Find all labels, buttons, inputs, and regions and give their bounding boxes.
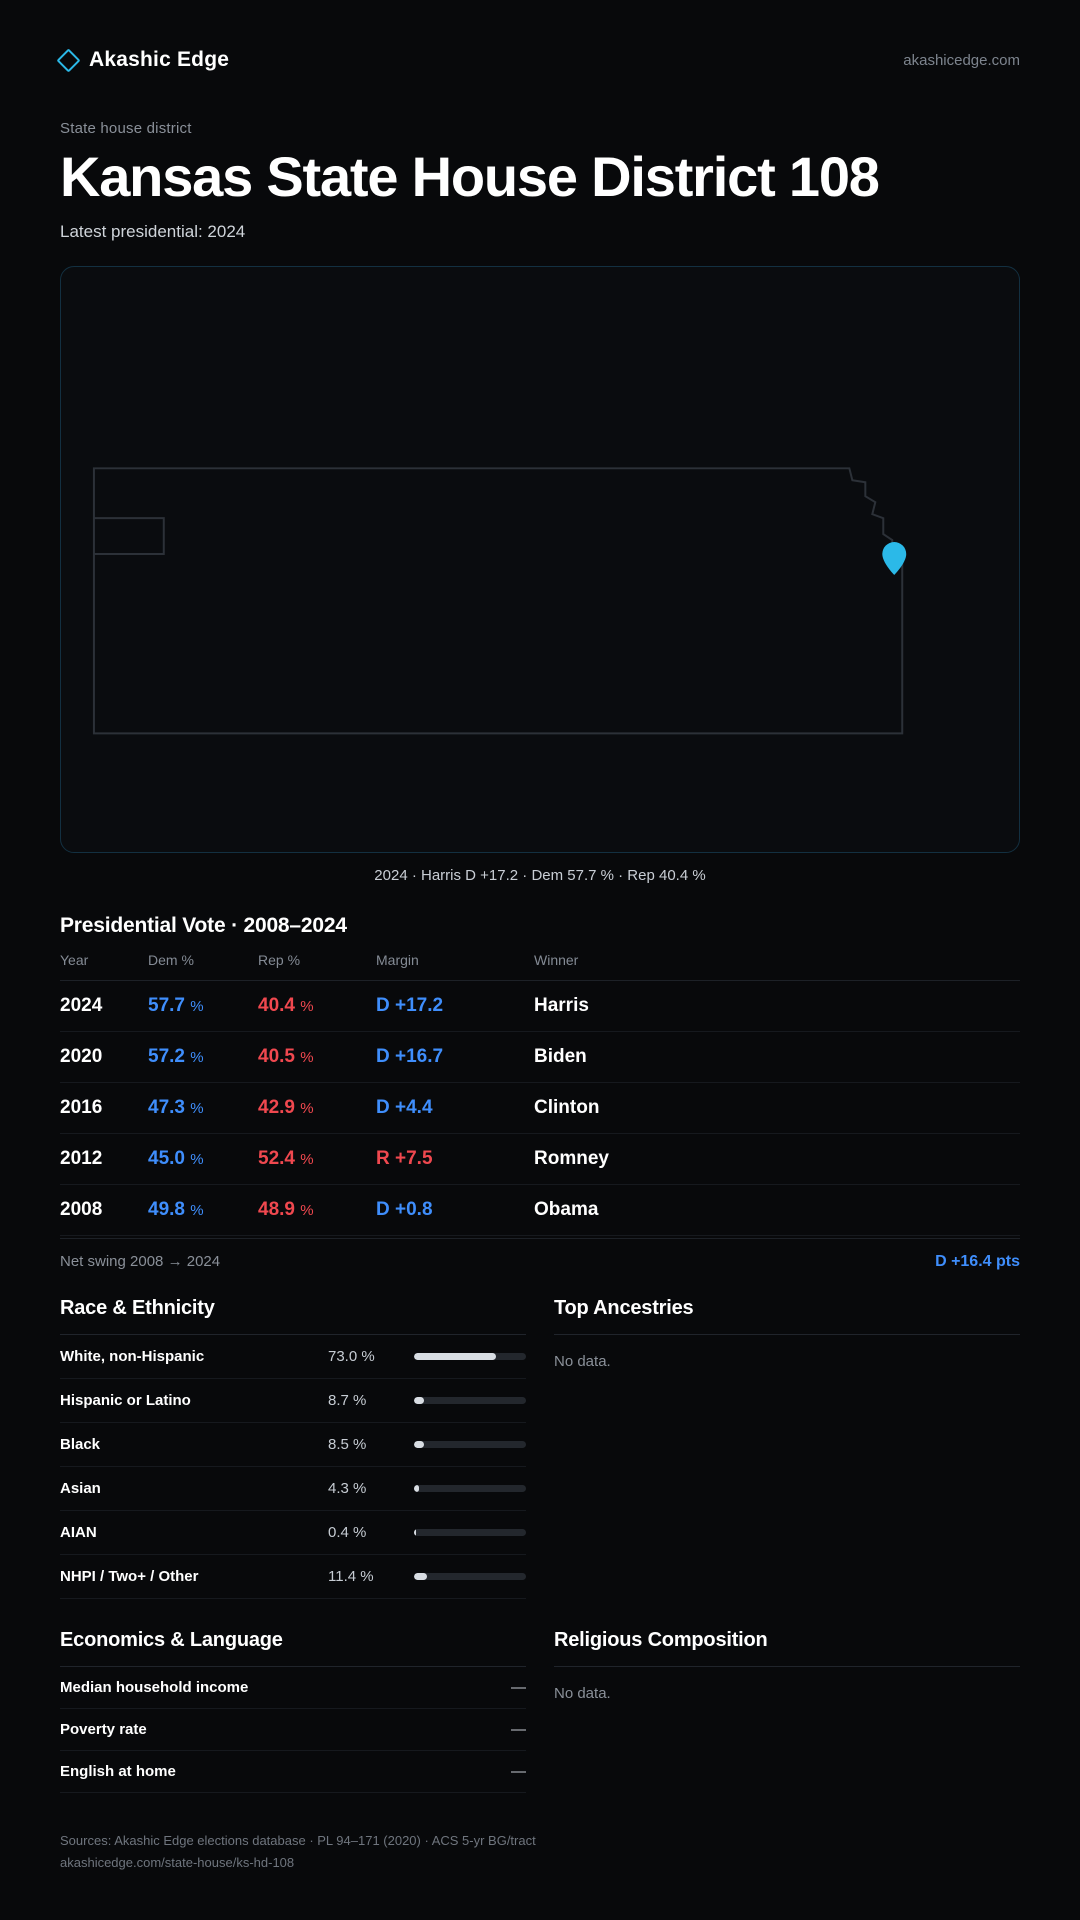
cell-rep: 48.9 %: [258, 1185, 376, 1236]
economics-value: —: [511, 1679, 526, 1697]
race-percent: 0.4 %: [328, 1524, 367, 1542]
demographics-columns: [60, 1297, 1020, 1599]
col-year: Year: [60, 952, 89, 969]
economics-row: [60, 1751, 526, 1793]
race-label: Asian: [60, 1480, 101, 1498]
economics-block: [60, 1629, 526, 1793]
race-row: [60, 1511, 526, 1555]
cell-year: 2020: [60, 1032, 148, 1083]
race-bar: [414, 1397, 526, 1404]
district-map[interactable]: [60, 266, 1020, 853]
race-title: Race & Ethnicity: [60, 1297, 526, 1335]
col-rep: Rep %: [258, 952, 301, 969]
cell-year: 2008: [60, 1185, 148, 1236]
race-label: AIAN: [60, 1524, 97, 1542]
cell-dem: 57.2 %: [148, 1032, 258, 1083]
cell-margin: R +7.5: [376, 1134, 534, 1185]
kansas-outline-svg: [61, 267, 1019, 852]
cell-winner: Harris: [534, 981, 1020, 1032]
cell-dem: 47.3 %: [148, 1083, 258, 1134]
table-row: [60, 981, 1020, 1032]
net-swing-label: Net swing 2008 → 2024: [60, 1253, 221, 1271]
net-swing-row: [60, 1238, 1020, 1271]
cell-margin: D +0.8: [376, 1185, 534, 1236]
cell-winner: Romney: [534, 1134, 1020, 1185]
vote-section-title: Presidential Vote · 2008–2024: [60, 914, 347, 938]
race-bar: [414, 1485, 526, 1492]
cell-dem: 49.8 %: [148, 1185, 258, 1236]
economics-label: Poverty rate: [60, 1721, 147, 1739]
economics-label: Median household income: [60, 1679, 249, 1697]
map-caption: 2024 · Harris D +17.2 · Dem 57.7 % · Rep 40.4 %: [374, 867, 706, 885]
religion-title: Religious Composition: [554, 1629, 1020, 1667]
race-bar: [414, 1573, 526, 1580]
cell-winner: Obama: [534, 1185, 1020, 1236]
cell-year: 2012: [60, 1134, 148, 1185]
diamond-icon: [56, 48, 80, 72]
race-row: [60, 1423, 526, 1467]
table-row: [60, 1083, 1020, 1134]
cell-rep: 40.4 %: [258, 981, 376, 1032]
race-row: [60, 1467, 526, 1511]
page-subtitle: Latest presidential: 2024: [60, 222, 246, 242]
race-bar: [414, 1529, 526, 1536]
economics-row: [60, 1709, 526, 1751]
cell-dem: 57.7 %: [148, 981, 258, 1032]
col-dem: Dem %: [148, 952, 194, 969]
race-percent: 11.4 %: [328, 1568, 374, 1586]
bottom-columns: [60, 1629, 1020, 1793]
footer-sources: Sources: Akashic Edge elections database · PL 94–171 (2020) · ACS 5-yr BG/tract: [60, 1832, 536, 1848]
page-title: Kansas State House District 108: [60, 145, 879, 208]
economics-value: —: [511, 1763, 526, 1781]
economics-title: Economics & Language: [60, 1629, 526, 1667]
cell-rep: 52.4 %: [258, 1134, 376, 1185]
race-label: White, non-Hispanic: [60, 1348, 205, 1366]
cell-margin: D +17.2: [376, 981, 534, 1032]
breadcrumb: State house district: [60, 120, 192, 137]
race-row: [60, 1379, 526, 1423]
race-ethnicity-block: [60, 1297, 526, 1599]
race-percent: 8.7 %: [328, 1392, 367, 1410]
site-url: akashicedge.com: [903, 51, 1020, 69]
brand-name: Akashic Edge: [89, 48, 230, 71]
table-row: [60, 1134, 1020, 1185]
race-label: Black: [60, 1436, 101, 1454]
net-swing-value: D +16.4 pts: [935, 1253, 1020, 1271]
brand[interactable]: [60, 48, 229, 72]
race-row: [60, 1335, 526, 1379]
race-label: Hispanic or Latino: [60, 1392, 191, 1410]
race-label: NHPI / Two+ / Other: [60, 1568, 199, 1586]
table-row: [60, 1032, 1020, 1083]
cell-winner: Biden: [534, 1032, 1020, 1083]
cell-rep: 40.5 %: [258, 1032, 376, 1083]
economics-row: [60, 1667, 526, 1709]
cell-year: 2024: [60, 981, 148, 1032]
cell-dem: 45.0 %: [148, 1134, 258, 1185]
religion-empty: No data.: [554, 1685, 611, 1703]
religion-block: [554, 1629, 1020, 1793]
ancestries-empty: No data.: [554, 1353, 611, 1371]
cell-winner: Clinton: [534, 1083, 1020, 1134]
economics-value: —: [511, 1721, 526, 1739]
cell-year: 2016: [60, 1083, 148, 1134]
race-row: [60, 1555, 526, 1599]
vote-table: [60, 952, 1020, 1236]
footer-url: akashicedge.com/state-house/ks-hd-108: [60, 1854, 295, 1870]
ancestries-title: Top Ancestries: [554, 1297, 1020, 1335]
cell-margin: D +4.4: [376, 1083, 534, 1134]
top-ancestries-block: [554, 1297, 1020, 1599]
race-percent: 4.3 %: [328, 1480, 367, 1498]
cell-margin: D +16.7: [376, 1032, 534, 1083]
header-bar: [60, 0, 1020, 72]
cell-rep: 42.9 %: [258, 1083, 376, 1134]
race-percent: 8.5 %: [328, 1436, 367, 1454]
race-bar: [414, 1441, 526, 1448]
col-margin: Margin: [376, 952, 419, 969]
col-winner: Winner: [534, 952, 579, 969]
presidential-vote-section: [60, 914, 1020, 1271]
footer: [60, 1830, 1020, 1874]
race-percent: 73.0 %: [328, 1348, 375, 1366]
table-header-row: [60, 952, 1020, 981]
race-bar: [414, 1353, 526, 1360]
economics-label: English at home: [60, 1763, 176, 1781]
table-row: [60, 1185, 1020, 1236]
